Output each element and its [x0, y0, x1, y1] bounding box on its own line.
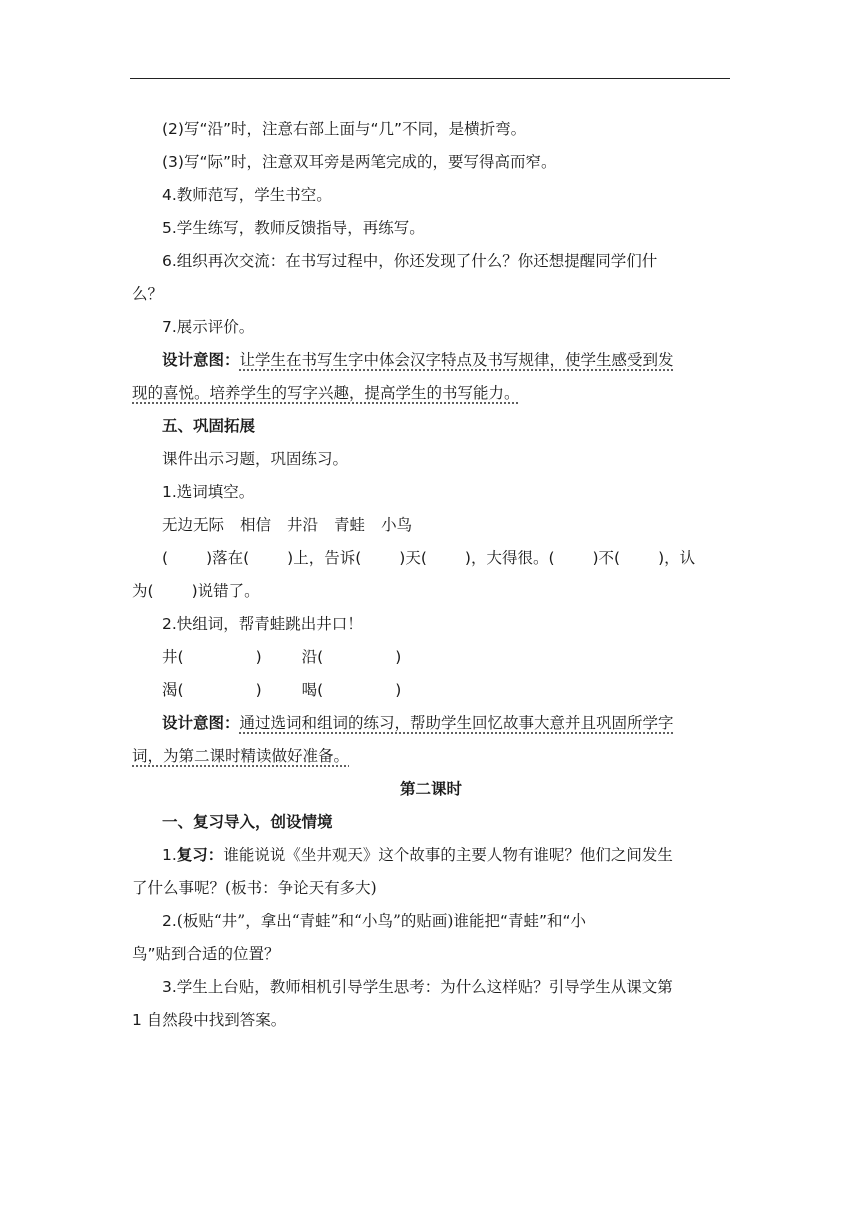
fill-text: )，大得很。( [464, 549, 555, 567]
word-item: 小鸟 [381, 516, 413, 534]
fill-blank-line [132, 575, 730, 608]
design-note-text: 词，为第二课时精读做好准备。 [132, 747, 350, 765]
fill-text: )天( [399, 549, 427, 567]
char-prompt: 井( [162, 648, 184, 666]
char-prompt: ) [395, 681, 402, 699]
document-body [132, 113, 730, 1037]
fill-blank-line [132, 542, 730, 575]
char-prompt: ) [395, 648, 402, 666]
char-prompt: 喝( [301, 681, 324, 699]
design-note [132, 707, 730, 740]
item-text: 谁能把“青蛙”和“小 [453, 912, 587, 930]
design-note-cont [132, 740, 730, 773]
text-line [132, 839, 730, 872]
fill-text: )，认 [658, 549, 696, 567]
fill-text: )不( [592, 549, 621, 567]
char-prompt: ) [255, 681, 262, 699]
design-note-label: 设计意图： [162, 351, 240, 369]
section-heading: 五、巩固拓展 [162, 417, 256, 435]
text-line: 课件出示习题，巩固练习。 [162, 450, 349, 468]
design-note-label: 设计意图： [162, 714, 240, 732]
text-line [132, 872, 730, 905]
char-prompt: 沿( [301, 648, 324, 666]
text-line: 1.选词填空。 [162, 483, 255, 501]
text-line: 6.组织再次交流：在书写过程中，你还发现了什么？你还想提醒同学们什 [162, 252, 658, 270]
char-prompt: 渴( [162, 681, 184, 699]
word-item: 青蛙 [334, 516, 366, 534]
text-line: 1 自然段中找到答案。 [132, 1011, 287, 1029]
design-note-text: 让学生在书写生字中体会汉字特点及书写规律，使学生感受到发 [239, 351, 674, 369]
board-note: (板书：争论天有多大) [225, 879, 377, 897]
design-note-text: 现的喜悦。培养学生的写字兴趣，提高学生的书写能力。 [132, 384, 520, 402]
lesson-title: 第二课时 [399, 780, 462, 798]
text-line [132, 905, 730, 938]
word-group-row [132, 674, 730, 707]
item-number: 2. [162, 912, 177, 930]
board-note: (板贴“井”，拿出“青蛙”和“小鸟”的贴画) [176, 912, 454, 930]
text-line: 7.展示评价。 [162, 318, 255, 336]
section-heading: 一、复习导入，创设情境 [162, 813, 333, 831]
word-bank [132, 509, 730, 542]
item-label: 复习： [176, 846, 224, 864]
word-item: 相信 [240, 516, 272, 534]
text-line: 3.学生上台贴，教师相机引导学生思考：为什么这样贴？引导学生从课文第 [162, 978, 673, 996]
item-text: 谁能说说《坐井观天》这个故事的主要人物有谁呢？他们之间发生 [223, 846, 673, 864]
char-prompt: ) [255, 648, 262, 666]
text-line: (3)写“际”时，注意双耳旁是两笔完成的，要写得高而窄。 [162, 153, 557, 171]
design-note-cont [132, 377, 730, 410]
fill-text: )说错了。 [191, 582, 260, 600]
fill-text: )落在( [206, 549, 250, 567]
text-line: (2)写“沿”时，注意右部上面与“几”不同，是横折弯。 [162, 120, 527, 138]
word-item: 无边无际 [162, 516, 225, 534]
design-note-text: 通过选词和组词的练习，帮助学生回忆故事大意并且巩固所学字 [239, 714, 674, 732]
fill-text: ( [162, 549, 169, 567]
header-rule [130, 78, 730, 79]
fill-text: )上，告诉( [287, 549, 362, 567]
text-line: 鸟”贴到合适的位置？ [132, 945, 280, 963]
text-line: 5.学生练写，教师反馈指导，再练写。 [162, 219, 425, 237]
design-note [132, 344, 730, 377]
text-line: 4.教师范写，学生书空。 [162, 186, 332, 204]
item-number: 1. [162, 846, 177, 864]
text-line: 2.快组词，帮青蛙跳出井口！ [162, 615, 363, 633]
item-text: 了什么事呢？ [132, 879, 226, 897]
fill-text: 为( [132, 582, 154, 600]
word-item: 井沿 [287, 516, 319, 534]
word-group-row [132, 641, 730, 674]
text-line: 么？ [132, 285, 164, 303]
